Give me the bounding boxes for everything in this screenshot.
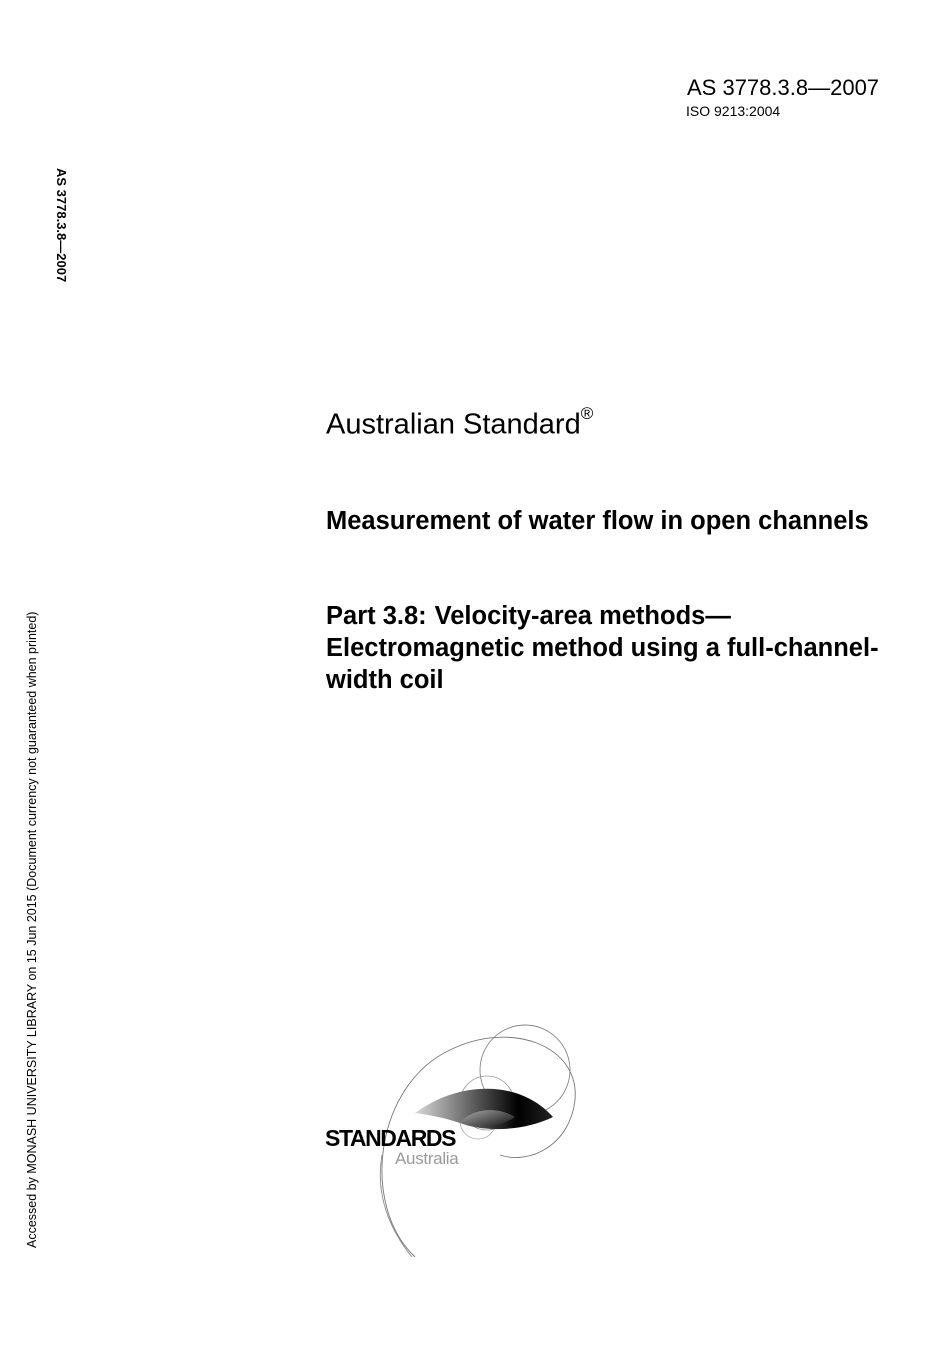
brand-line [326,398,593,445]
brand-name: Australian Standard [326,408,581,441]
standard-number: AS 3778.3.8—2007 [687,75,880,100]
document-title: Measurement of water flow in open channels [326,507,869,535]
document-part-title [326,600,886,696]
standards-australia-logo [320,1005,590,1265]
part-label: Part 3.8: [326,602,427,630]
part-title: Velocity-area methods—Electromagnetic method using a full-channel-width coil [326,602,879,694]
lower-arc [380,1155,412,1257]
logo-wordmark: STANDARDS [325,1125,456,1151]
access-note: Accessed by MONASH UNIVERSITY LIBRARY on 15 Jun 2015 (Document currency not guaranteed when printed) [25,611,39,1248]
logo-subword: Australia [395,1149,459,1168]
iso-number: ISO 9213:2004 [686,103,781,119]
spine-standard-code: AS 3778.3.8—2007 [54,168,69,283]
registered-mark: ® [580,404,594,423]
